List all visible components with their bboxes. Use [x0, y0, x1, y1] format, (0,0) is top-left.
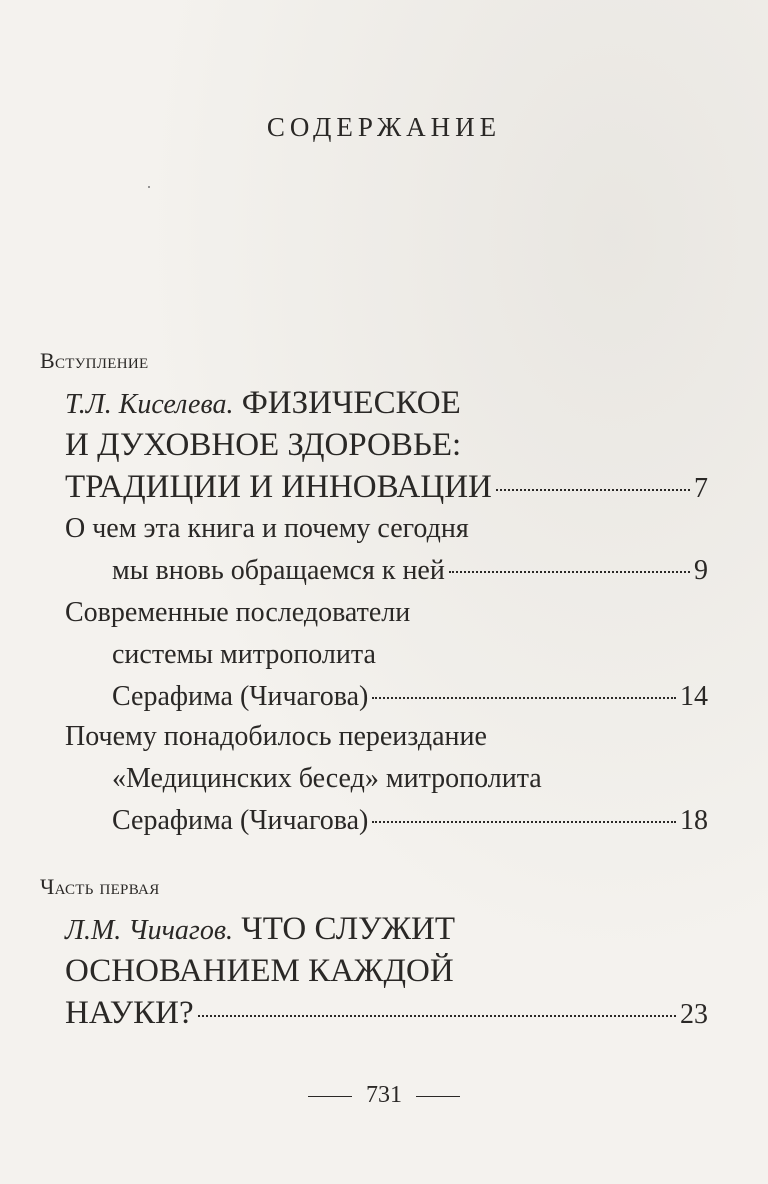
entry-title-line: ФИЗИЧЕСКОЕ	[241, 385, 461, 421]
entry-line: Серафима (Чичагова)	[112, 681, 369, 712]
entry-page-number: 23	[680, 999, 708, 1030]
entry-page-number: 9	[694, 555, 708, 586]
entry-page-number: 14	[680, 681, 708, 712]
dot-leader	[198, 1014, 676, 1017]
toc-entry-line	[40, 908, 708, 950]
entry-line: мы вновь обращаемся к ней	[112, 555, 445, 586]
entry-author: Т.Л. Киселева.	[65, 389, 234, 420]
page-folio	[0, 1082, 768, 1109]
entry-line: «Медицинских бесед» митрополита	[112, 763, 542, 794]
toc-entry-line	[40, 800, 708, 842]
toc-entry-about-book	[40, 508, 708, 592]
dot-leader	[496, 488, 690, 491]
toc-entry-line	[40, 466, 708, 508]
folio-dash-right	[416, 1096, 460, 1097]
entry-title-line: ТРАДИЦИИ И ИННОВАЦИИ	[65, 469, 492, 505]
entry-title-line: И ДУХОВНОЕ ЗДОРОВЬЕ:	[65, 427, 462, 463]
dot-leader	[449, 570, 690, 573]
entry-line: системы митрополита	[112, 639, 376, 670]
entry-author: Л.М. Чичагов.	[65, 915, 234, 946]
toc-entry-line	[40, 550, 708, 592]
entry-page-number: 18	[680, 805, 708, 836]
folio-dash-left	[308, 1096, 352, 1097]
toc-entry-line	[40, 992, 708, 1034]
toc-entry-followers	[40, 592, 708, 718]
toc-entry-line	[40, 676, 708, 718]
section-label-part-one: Часть первая	[40, 874, 160, 899]
print-speck	[148, 186, 150, 188]
entry-title-line: ЧТО СЛУЖИТ	[241, 911, 456, 947]
entry-line: О чем эта книга и почему сегодня	[65, 513, 469, 544]
toc-entry-intro-main	[40, 382, 708, 508]
entry-line: Почему понадобилось переиздание	[65, 721, 487, 752]
toc-entry-part-one-main	[40, 908, 708, 1034]
toc-entry-line	[40, 382, 708, 424]
entry-line: Современные последователи	[65, 597, 411, 628]
toc-entry-reissue	[40, 716, 708, 842]
page-title: СОДЕРЖАНИЕ	[266, 112, 502, 142]
entry-page-number: 7	[694, 473, 708, 504]
entry-title-line: НАУКИ?	[65, 995, 194, 1031]
dot-leader	[372, 820, 676, 823]
section-label-intro: Вступление	[40, 348, 149, 373]
entry-title-line: ОСНОВАНИЕМ КАЖДОЙ	[65, 953, 454, 989]
dot-leader	[372, 696, 676, 699]
entry-line: Серафима (Чичагова)	[112, 805, 369, 836]
page-number: 731	[366, 1082, 402, 1108]
